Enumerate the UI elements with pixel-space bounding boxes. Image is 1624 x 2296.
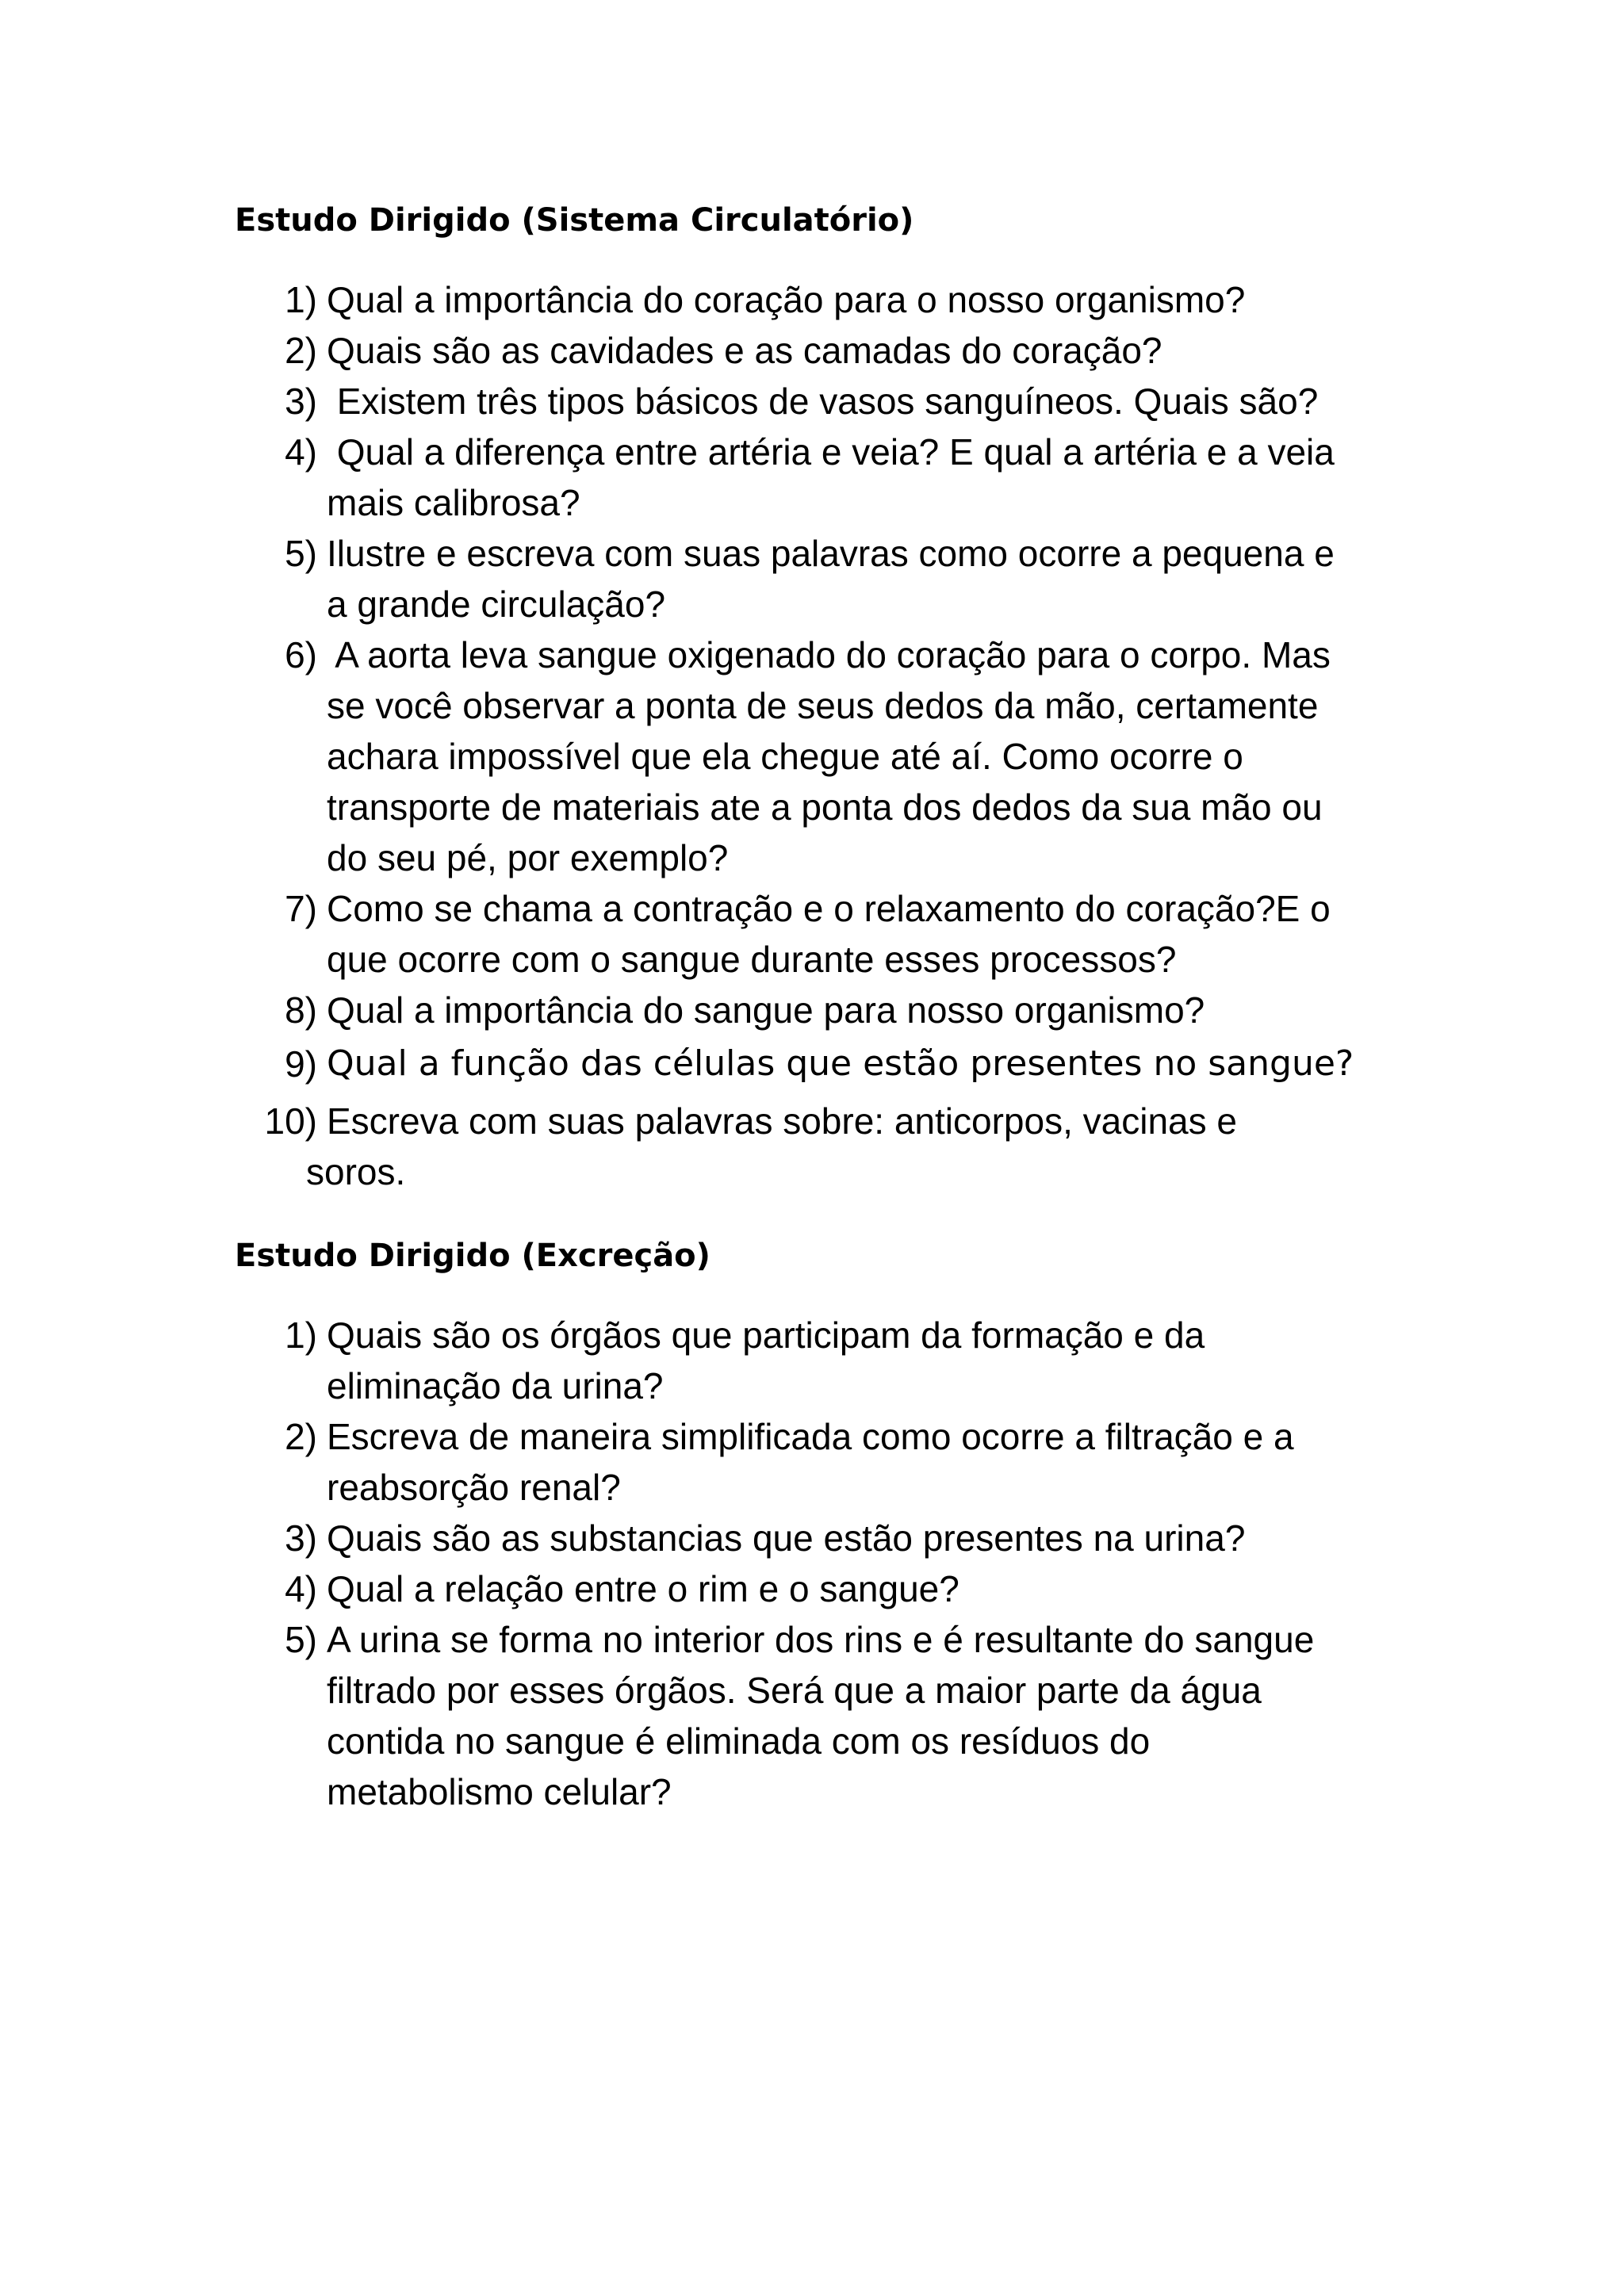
question-number: 4) <box>285 1568 317 1609</box>
question-text: transporte de materiais ate a ponta dos dedos da sua mão ou <box>327 786 1323 828</box>
question-text: A urina se forma no interior dos rins e é resultante do sangue <box>327 1619 1315 1660</box>
question-number: 7) <box>285 888 317 929</box>
question-number: 8) <box>285 989 317 1031</box>
question-number: 3) <box>285 1517 317 1559</box>
question-text: Qual a importância do sangue para nosso organismo? <box>327 989 1205 1031</box>
question-text: que ocorre com o sangue durante esses processos? <box>327 939 1177 980</box>
question-number: 5) <box>285 533 317 574</box>
question-number: 4) <box>285 431 317 473</box>
question-text: Quais são as cavidades e as camadas do coração? <box>327 330 1162 371</box>
question-text: Como se chama a contração e o relaxamento do coração?E o <box>327 888 1331 929</box>
question-text: Qual a importância do coração para o nosso organismo? <box>327 279 1246 320</box>
question-number: 2) <box>285 330 317 371</box>
question-number: 10) <box>264 1100 317 1142</box>
question-text: A aorta leva sangue oxigenado do coração para o corpo. Mas <box>327 634 1331 675</box>
question-text: Escreva com suas palavras sobre: anticorpos, vacinas e <box>327 1100 1237 1142</box>
question-text: reabsorção renal? <box>327 1467 621 1508</box>
question-text: Existem três tipos básicos de vasos sanguíneos. Quais são? <box>327 381 1319 422</box>
question-text: mais calibrosa? <box>327 482 580 523</box>
question-text: Escreva de maneira simplificada como ocorre a filtração e a <box>327 1416 1294 1457</box>
question-number: 2) <box>285 1416 317 1457</box>
question-text: do seu pé, por exemplo? <box>327 837 729 878</box>
question-text: se você observar a ponta de seus dedos da mão, certamente <box>327 685 1319 726</box>
question-text: Qual a relação entre o rim e o sangue? <box>327 1568 959 1609</box>
question-text: eliminação da urina? <box>327 1365 664 1406</box>
question-number: 6) <box>285 634 317 675</box>
question-text: Qual a função das células que estão presentes no sangue? <box>327 1043 1354 1084</box>
question-number: 1) <box>285 1314 317 1356</box>
question-text: achara impossível que ela chegue até aí. Como ocorre o <box>327 736 1243 777</box>
question-number: 1) <box>285 279 317 320</box>
question-text: metabolismo celular? <box>327 1771 672 1812</box>
question-text: contida no sangue é eliminada com os resíduos do <box>327 1720 1151 1762</box>
question-number: 5) <box>285 1619 317 1660</box>
question-text: a grande circulação? <box>327 584 666 625</box>
section-title-circulatory: Estudo Dirigido (Sistema Circulatório) <box>235 202 914 239</box>
question-text: Ilustre e escreva com suas palavras como ocorre a pequena e <box>327 533 1335 574</box>
question-text: soros. <box>306 1151 406 1192</box>
question-number: 3) <box>285 381 317 422</box>
question-text: Qual a diferença entre artéria e veia? E qual a artéria e a veia <box>327 431 1335 473</box>
question-number: 9) <box>285 1043 317 1085</box>
question-text: Quais são as substancias que estão presentes na urina? <box>327 1517 1246 1559</box>
section-title-excretion: Estudo Dirigido (Excreção) <box>235 1238 710 1274</box>
question-text: filtrado por esses órgãos. Será que a maior parte da água <box>327 1670 1262 1711</box>
question-text: Quais são os órgãos que participam da formação e da <box>327 1314 1205 1356</box>
